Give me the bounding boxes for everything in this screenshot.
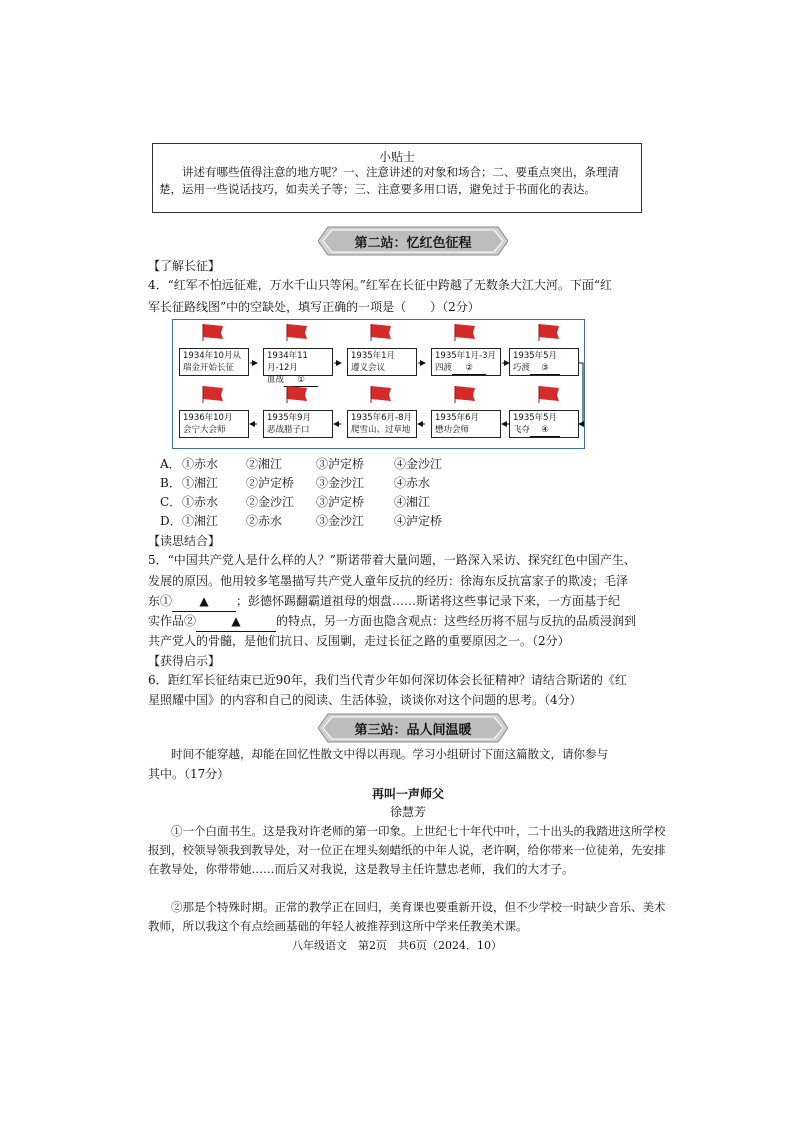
option-item: ④赤水	[394, 476, 431, 490]
red-flag-icon	[201, 385, 225, 403]
red-flag-icon	[453, 385, 477, 403]
essay-author: 徐慧芳	[389, 805, 426, 819]
station2-title: 第二站：忆红色征程	[354, 236, 472, 251]
q6-line1: 6．距红军长征结束已近90年，我们当代青少年如何深切体会长征精神？请结合斯诺的《红	[148, 673, 627, 687]
option-item: ②赤水	[246, 514, 283, 528]
node-date: 1935年6月-8月	[351, 413, 413, 423]
node-date: 1935年5月	[513, 351, 558, 361]
node-event: 懋功会师	[435, 425, 470, 435]
red-flag-icon	[369, 323, 393, 341]
node-blank: ①	[284, 374, 318, 387]
node-event: 恶战腊子口	[267, 425, 310, 435]
option-item: ②湘江	[246, 457, 283, 471]
tip-box	[152, 143, 642, 213]
node-event: 爬雪山、过草地	[351, 425, 411, 435]
long-march-route-map	[172, 319, 585, 449]
node-date: 1935年6月	[435, 413, 480, 423]
option-item: ①湘江	[182, 514, 219, 528]
route-node-5	[509, 348, 579, 376]
node-event: 四渡	[435, 363, 453, 373]
section-understand: 【了解长征】	[148, 259, 221, 273]
node-date: 1935年5月	[513, 413, 558, 423]
q5-line4	[148, 612, 668, 632]
triangle-mark-icon: ▲	[231, 614, 241, 628]
option-letter: C．	[160, 495, 182, 509]
essay-title: 再叫一声师父	[371, 787, 444, 801]
route-node-9	[263, 410, 333, 438]
option-item: ③金沙江	[316, 514, 365, 528]
q6-line2: 星照耀中国》的内容和自己的阅读、生活体验，谈谈你对这个问题的思考。（4分）	[148, 693, 582, 707]
route-node-6	[509, 410, 579, 438]
q5-line2: 发展的原因。他用较多笔墨描写共产党人童年反抗的经历：徐海东反抗富家子的欺凌；毛泽	[148, 574, 629, 588]
option-item: ④泸定桥	[394, 514, 443, 528]
node-blank: ②	[452, 362, 486, 375]
option-item: ②泸定桥	[246, 476, 295, 490]
route-node-8	[347, 410, 417, 438]
tip-title: 小贴士	[378, 150, 415, 164]
q5-line1: 5．“中国共产党人是什么样的人？”斯诺带着大量问题，一路深入采访、探究红色中国产生、	[148, 553, 636, 567]
tip-text: 讲述有哪些值得注意的地方呢？一、注意讲述的对象和场合；二、要重点突出，条理清楚，运用一些说话技巧，如卖关子等；三、注意要多用口语，避免过于书面化的表达。	[159, 165, 619, 196]
q5-line3	[148, 592, 668, 612]
node-date: 1935年9月	[267, 413, 312, 423]
option-item: ④金沙江	[394, 457, 443, 471]
red-flag-icon	[537, 385, 561, 403]
essay-paragraph-2: ②那是个特殊时期。正常的教学正在回归，美育课也要重新开设，但不少学校一时缺少音乐、美术教师，所以我这个有点绘画基础的年轻人被推荐到这所中学来任教美术课。	[148, 900, 666, 933]
triangle-mark-icon: ▲	[199, 594, 209, 608]
red-flag-icon	[285, 323, 309, 341]
option-letter: A．	[160, 457, 181, 471]
node-date: 1936年10月	[183, 413, 233, 423]
station3-banner	[318, 712, 508, 744]
option-item: ③泸定桥	[316, 495, 365, 509]
route-node-1	[179, 348, 249, 376]
q5-line5: 共产党人的骨髓，是他们抗日、反围剿，走过长征之路的重要原因之一。（2分）	[148, 634, 570, 648]
answer-blank-1[interactable]	[172, 592, 236, 612]
node-date: 1935年1月-3月	[435, 351, 497, 361]
page-footer: 八年级语文 第2页 共6页（2024．10）	[292, 939, 502, 952]
red-flag-icon	[201, 323, 225, 341]
route-node-4	[431, 348, 501, 376]
q4-line2: 军长征路线图”中的空缺处，填写正确的一项是（ ）（2分）	[148, 300, 480, 314]
q5-line4-end: 的特点，另一方面也隐含观点：这些经历将不屈与反抗的品质浸润到	[276, 614, 637, 628]
q5-line3-end: ；彭德怀踢翻霸道祖母的烟盘……斯诺将这些事记录下来，一方面基于纪	[236, 594, 621, 608]
answer-blank-2[interactable]	[196, 612, 276, 632]
node-event: 会宁大会师	[183, 425, 226, 435]
route-node-2	[263, 348, 333, 385]
red-flag-icon	[285, 385, 309, 403]
red-flag-icon	[537, 323, 561, 341]
option-item: ①赤水	[182, 495, 219, 509]
option-item: ④湘江	[394, 495, 431, 509]
q5-line3-start: 东①	[148, 594, 173, 608]
route-node-3	[347, 348, 417, 376]
essay-paragraph-1: ①一个白面书生。这是我对许老师的第一印象。上世纪七十年代中叶，二十出头的我踏进这所学校报到，校领导领我到教导处，对一位正在埋头刻蜡纸的中年人说，老许啊，给你带来一位徒弟，先安排在教导处，你带带她……而后又对我说，这是教导主任许慧忠老师，我们的大才子。	[148, 824, 666, 876]
q4-line1: 4．“红军不怕远征难，万水千山只等闲。”红军在长征中跨越了无数条大江大河。下面“红	[148, 278, 613, 292]
station2-banner	[318, 225, 508, 257]
node-date: 1934年10月从	[183, 351, 241, 361]
option-item: ③泸定桥	[316, 457, 365, 471]
node-date: 1935年1月	[351, 351, 396, 361]
intro-line2: 其中。（17分）	[148, 767, 230, 781]
option-letter: D．	[160, 514, 182, 528]
node-event: 飞夺	[513, 425, 531, 435]
node-event: 遵义会议	[351, 363, 386, 373]
node-date: 1934年11月-12月	[267, 351, 308, 373]
red-flag-icon	[369, 385, 393, 403]
intro-line1: 时间不能穿越，却能在回忆性散文中得以再现。学习小组研讨下面这篇散文，请你参与	[171, 747, 608, 761]
option-item: ②金沙江	[246, 495, 295, 509]
option-letter: B．	[160, 476, 181, 490]
node-blank: ③	[530, 362, 560, 375]
option-item: ③金沙江	[316, 476, 365, 490]
section-gain: 【获得启示】	[148, 654, 221, 668]
section-read: 【读思结合】	[148, 534, 221, 548]
option-item: ①赤水	[182, 457, 219, 471]
route-node-10	[179, 410, 249, 438]
route-node-7	[431, 410, 501, 438]
station3-title: 第三站：品人间温暖	[354, 723, 472, 738]
red-flag-icon	[453, 323, 477, 341]
node-blank: ④	[530, 424, 560, 437]
option-item: ①湘江	[182, 476, 219, 490]
node-event: 血战	[267, 375, 285, 385]
node-event: 巧渡	[513, 363, 531, 373]
node-event: 瑞金开始长征	[183, 363, 235, 373]
q5-line4-start: 实作品②	[148, 614, 197, 628]
